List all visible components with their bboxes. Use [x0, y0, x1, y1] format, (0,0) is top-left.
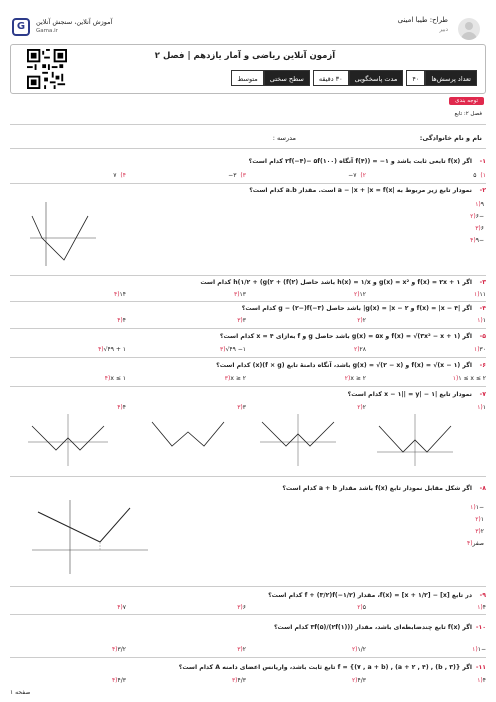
option-1[interactable]: ۱)۱ ≤ x ≤ ۲: [452, 375, 486, 382]
student-name-label: نام و نام خانوادگی:: [419, 134, 482, 142]
question-text: نمودار تابع زیر مربوط به |a − |x + |x = f(x است. مقدار a.b کدام است؟: [249, 187, 472, 194]
option-3[interactable]: ۳)۲: [475, 528, 484, 535]
option-4[interactable]: ۴)۱۴: [113, 291, 126, 298]
divider: [10, 301, 486, 302]
divider: [10, 328, 486, 329]
option-2[interactable]: ۲)۶−: [470, 213, 484, 220]
option-4[interactable]: ۴)۴: [117, 404, 126, 411]
exam-header: [10, 12, 486, 92]
option-2[interactable]: ۲)۴/۳: [351, 677, 366, 684]
divider: [10, 275, 486, 276]
options-row: [10, 172, 486, 182]
student-school-label: مدرسه :: [272, 134, 296, 142]
option-4[interactable]: ۴)۴: [117, 317, 126, 324]
option-1[interactable]: ۱)۴: [477, 677, 486, 684]
option-4[interactable]: ۴)۷: [113, 172, 126, 179]
option-2[interactable]: ۲)۱: [475, 516, 484, 523]
option-2[interactable]: ۲)۱/۲: [351, 646, 366, 653]
option-3[interactable]: ۳)۳: [237, 317, 246, 324]
question-number: ۷-: [479, 391, 486, 398]
section-tag: توجه بندی: [449, 97, 484, 105]
level-label: سطح سختی: [264, 70, 310, 86]
option-2[interactable]: ۲)۲۸: [353, 346, 366, 353]
option-2[interactable]: ۲)۵: [357, 604, 366, 611]
option-1[interactable]: ۱)۹: [475, 201, 484, 208]
question-number: ۳-: [479, 279, 486, 286]
divider: [10, 614, 486, 615]
count-label: تعداد پرسش‌ها: [425, 70, 477, 86]
option-3[interactable]: ۳)۶: [475, 225, 484, 232]
question-text: اگر {(۳ , b) , (a + ۲ , ۴) , (۷ , a + b)} = f تابع ثابت باشد، واریانس اعضای دامنه A کدام است؟: [178, 664, 472, 671]
option-4[interactable]: ۴)۳/۲: [111, 646, 126, 653]
option-2[interactable]: ۲)۲: [357, 317, 366, 324]
option-1[interactable]: ۱)۱۱: [473, 291, 486, 298]
options-row: [20, 646, 496, 656]
exam-title: آزمون آنلاین ریاضی و آمار یازدهم | فصل ۲: [154, 51, 336, 61]
avatar: [458, 18, 480, 40]
question-number: ۶-: [479, 362, 486, 369]
brand-url[interactable]: Gama.ir: [36, 28, 58, 34]
option-1[interactable]: ۱)۱−: [470, 504, 484, 511]
question-number: ۱۱-: [475, 664, 486, 671]
question-number: ۲-: [479, 187, 486, 194]
question-text: اگر f(x) تابعی ثابت باشد و ۱− = (f(۴) آنگاه (۲f(−۴)− ۵f(۱۰۰ کدام است؟: [248, 158, 472, 165]
option-3[interactable]: ۳)۱۳: [233, 291, 246, 298]
option-3[interactable]: ۳)x ≥ ۲: [224, 375, 246, 382]
q8-graph: [30, 498, 150, 576]
section-subtitle: فصل ۲: تابع: [454, 111, 482, 117]
options-row: [20, 375, 496, 385]
designer-role: دبیر: [439, 27, 448, 33]
option-3[interactable]: ۳)۴/۳: [231, 677, 246, 684]
qr-code-icon[interactable]: [27, 49, 67, 89]
question-number: ۸-: [479, 485, 486, 492]
divider: [10, 124, 486, 125]
designer-info: [398, 16, 448, 33]
divider: [10, 357, 486, 358]
time-label: مدت پاسخگویی: [349, 70, 404, 86]
option-3[interactable]: ۳)۳−: [228, 172, 246, 179]
option-4[interactable]: ۴)√۴۹ + ۱: [98, 346, 126, 353]
q7-graph-option-3[interactable]: [148, 412, 228, 468]
time-value: ۳۰ دقیقه: [313, 70, 349, 86]
designer-name: طراح: طیبا امینی: [397, 16, 448, 24]
question-text: در تابع [x] − [x + ۱/۲] = f(x)، مقدار (۱/۲−)f + (۳/۲)f کدام است؟: [268, 592, 472, 599]
option-2[interactable]: ۲)۷−: [348, 172, 366, 179]
page-number: صفحه ۱: [10, 689, 31, 696]
q7-graph-option-4[interactable]: [26, 412, 110, 468]
options-row: [20, 317, 496, 327]
option-1[interactable]: ۱)۳۰: [473, 346, 486, 353]
option-1[interactable]: ۱)۴: [477, 604, 486, 611]
options-row: [20, 291, 496, 301]
option-4[interactable]: ۴)صفر: [466, 540, 484, 547]
options-row: [20, 677, 496, 687]
question-text: اگر f(x) تابع چندضابطه‌ای باشد، مقدار (۳f(۵)/(۲f(۱)) کدام است؟: [273, 624, 472, 631]
divider: [10, 586, 486, 587]
divider: [10, 476, 486, 477]
question-text: اگر f(x) = √(۳x² − x + ۱) و g(x) = ۵x باشد حاصل g و f به‌ازای ۴ = x کدام است؟: [219, 333, 472, 340]
question-text: اگر |f(x) = |x − ۴ و g(x) = |x − ۲| باشد حاصل (۳−)g − (۲−)f کدام است؟: [241, 305, 472, 312]
option-1[interactable]: ۱)۱−: [472, 646, 486, 653]
question-text: نمودار تابع |۱ − |x − ۱|| = y کدام است؟: [347, 391, 472, 398]
option-1[interactable]: ۱)۱: [477, 317, 486, 324]
option-3[interactable]: ۳)√۴۹ −۱: [219, 346, 246, 353]
option-3[interactable]: ۳)۲: [237, 646, 246, 653]
brand-logo-icon: G: [12, 18, 30, 36]
exam-info-row: [228, 70, 477, 86]
option-4[interactable]: ۴)۴/۳: [111, 677, 126, 684]
options-row: [20, 346, 496, 356]
question-number: ۹-: [479, 592, 486, 599]
question-number: ۴-: [479, 305, 486, 312]
question-text: اگر f(x) = √(x − ۱) و g(x) = √(۲ − x) باشد، آنگاه دامنهٔ تابع (f × g)(x) کدام است؟: [216, 362, 472, 369]
count-value: ۴۰: [406, 70, 425, 86]
option-2[interactable]: ۲)۱۲: [353, 291, 366, 298]
level-value: متوسط: [231, 70, 263, 86]
divider: [10, 148, 486, 149]
header-top: [10, 12, 486, 42]
brand-name: آموزش آنلاین، سنجش آنلاین: [36, 18, 113, 26]
divider: [10, 657, 486, 658]
brand[interactable]: [12, 16, 122, 40]
question-number: ۵-: [479, 333, 486, 340]
q7-graph-option-2[interactable]: [258, 412, 338, 468]
question-number: ۱-: [479, 158, 486, 165]
option-4[interactable]: ۴)x ≤ ۱: [104, 375, 126, 382]
question-text: اگر ۱ + f(x) = ۲x و g(x) = x² و h(x) = ۱/x باشد حاصل (h(۱/۲ + (g(۲ + (f(۲ کدام است: [200, 279, 472, 286]
divider: [10, 386, 486, 387]
option-2[interactable]: ۲)۲: [357, 404, 366, 411]
options-row: [20, 604, 496, 614]
question-text: اگر شکل مقابل نمودار تابع f(x) باشد مقدار a + b کدام است؟: [282, 485, 472, 492]
option-1[interactable]: ۱)۵: [473, 172, 486, 179]
option-4[interactable]: ۴)۷: [117, 604, 126, 611]
option-1[interactable]: ۱)۱: [477, 404, 486, 411]
option-3[interactable]: ۳)۶: [237, 604, 246, 611]
divider: [10, 183, 486, 184]
option-3[interactable]: ۳)۳: [237, 404, 246, 411]
exam-info-box: [10, 44, 486, 94]
q7-graph-option-1[interactable]: [375, 412, 455, 468]
option-2[interactable]: ۲)x ≥ ۲: [344, 375, 366, 382]
option-4[interactable]: ۴)۹−: [470, 237, 484, 244]
q2-graph: [28, 198, 98, 268]
question-number: ۱۰-: [475, 624, 486, 631]
